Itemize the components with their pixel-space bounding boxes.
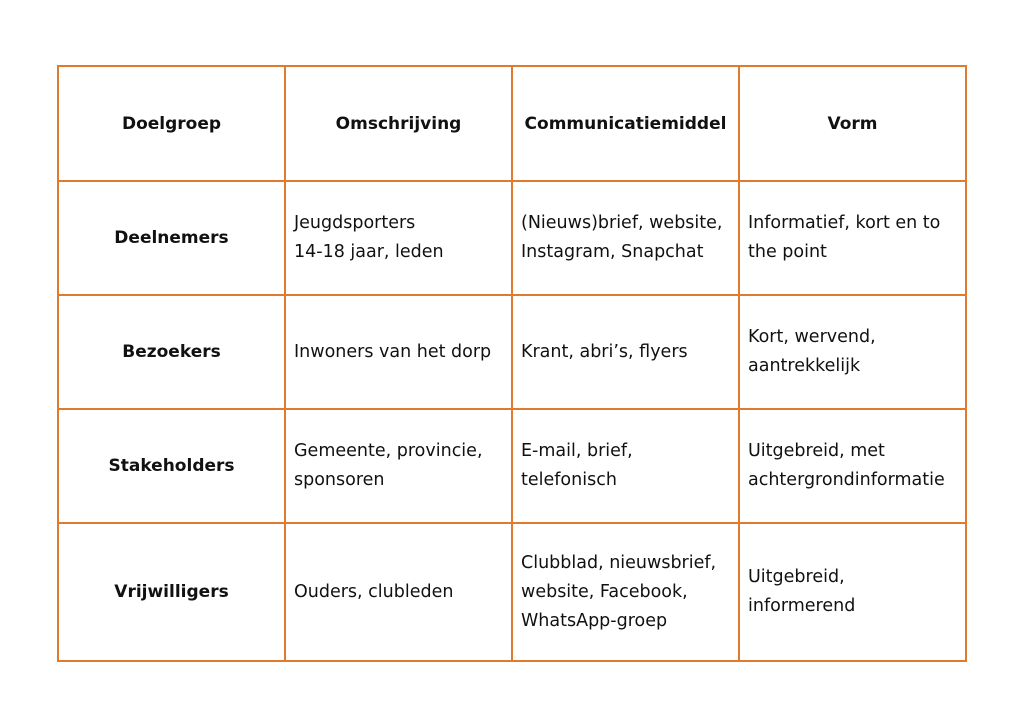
omschrijving-cell	[285, 409, 512, 523]
header-vorm: Vorm	[739, 66, 966, 181]
vorm-cell	[739, 409, 966, 523]
cell-line: Clubblad, nieuwsbrief,	[521, 552, 717, 573]
header-row	[58, 66, 966, 181]
cell-line: the point	[748, 242, 827, 262]
header-communicatiemiddel: Communicatiemiddel	[512, 66, 739, 181]
header-doelgroep: Doelgroep	[58, 66, 285, 181]
header-omschrijving: Omschrijving	[285, 66, 512, 181]
doelgroep-cell: Deelnemers	[58, 181, 285, 295]
cell-line: sponsoren	[294, 470, 385, 490]
cell-line: Uitgebreid,	[748, 567, 845, 587]
cell-line: achtergrondinformatie	[748, 470, 945, 490]
table-row	[58, 295, 966, 409]
vorm-cell	[739, 181, 966, 295]
cell-line: informerend	[748, 596, 856, 616]
vorm-cell	[739, 523, 966, 661]
cell-line: Ouders, clubleden	[294, 581, 454, 602]
doelgroep-cell: Vrijwilligers	[58, 523, 285, 661]
cell-line: Gemeente, provincie,	[294, 441, 483, 461]
table-row	[58, 409, 966, 523]
communicatiemiddel-cell	[512, 409, 739, 523]
cell-line: (Nieuws)brief, website,	[521, 213, 723, 233]
cell-line: Kort, wervend,	[748, 327, 876, 347]
table-row	[58, 181, 966, 295]
cell-line: Krant, abri’s, flyers	[521, 341, 688, 362]
omschrijving-cell	[285, 181, 512, 295]
cell-line: Jeugdsporters	[294, 213, 416, 233]
table-row	[58, 523, 966, 661]
cell-line: telefonisch	[521, 470, 617, 490]
cell-line: 14-18 jaar, leden	[294, 242, 444, 262]
omschrijving-cell	[285, 523, 512, 661]
cell-line: Informatief, kort en to	[748, 213, 941, 233]
communicatiemiddel-cell	[512, 523, 739, 661]
communicatiemiddel-cell	[512, 181, 739, 295]
cell-line: Inwoners van het dorp	[294, 341, 492, 362]
vorm-cell	[739, 295, 966, 409]
cell-line: E-mail, brief,	[521, 441, 633, 461]
cell-line: WhatsApp-groep	[521, 610, 668, 631]
cell-line: Uitgebreid, met	[748, 441, 885, 461]
target-audience-table	[57, 65, 967, 662]
cell-line: website, Facebook,	[521, 581, 688, 602]
communicatiemiddel-cell	[512, 295, 739, 409]
omschrijving-cell	[285, 295, 512, 409]
doelgroep-cell: Bezoekers	[58, 295, 285, 409]
cell-line: Instagram, Snapchat	[521, 242, 704, 262]
doelgroep-cell: Stakeholders	[58, 409, 285, 523]
cell-line: aantrekkelijk	[748, 356, 861, 376]
